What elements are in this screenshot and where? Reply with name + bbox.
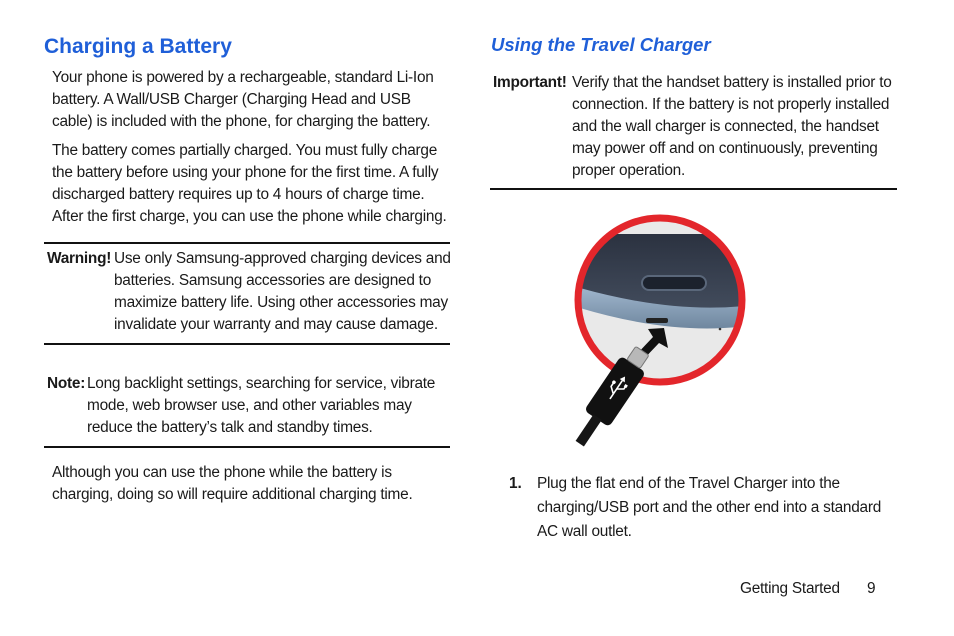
- speaker-grille: [642, 276, 706, 290]
- footer-page-number: 9: [867, 580, 876, 597]
- warning-text: Use only Samsung-approved charging devices and batteries. Samsung accessories are designed to maximize battery life. Using other accessories may invalidate your warranty and may cause damage.: [114, 250, 451, 333]
- usb-port: [646, 318, 668, 323]
- important-bottom-rule: [490, 188, 897, 190]
- warning-label: Warning!: [47, 250, 112, 267]
- step-text: Plug the flat end of the Travel Charger into the charging/USB port and the other end into a standard AC wall outlet.: [537, 475, 882, 540]
- section-title: Charging a Battery: [44, 35, 232, 58]
- closing-paragraph: Although you can use the phone while the battery is charging, doing so will require additional charging time.: [52, 464, 413, 503]
- footer-section-name: Getting Started: [740, 580, 840, 597]
- note-text: Long backlight settings, searching for service, vibrate mode, web browser use, and other variables may reduce the battery’s talk and standby times.: [87, 375, 436, 436]
- intro-paragraph: Your phone is powered by a rechargeable, standard Li-Ion battery. A Wall/USB Charger (Charging Head and USB cable) is included with the phone, for charging the battery.: [52, 69, 434, 130]
- important-callout: [493, 72, 898, 184]
- charger-illustration: [560, 212, 760, 472]
- charge-paragraph: The battery comes partially charged. You must fully charge the battery before using your phone for the first time. A fully discharged battery requires up to 4 hours of charge time. After the first charge, you can use the phone while charging.: [52, 142, 447, 225]
- note-callout: [47, 373, 447, 441]
- warning-bottom-rule: [44, 343, 450, 345]
- note-bottom-rule: [44, 446, 450, 448]
- warning-top-rule: [44, 242, 450, 244]
- important-text: Verify that the handset battery is installed prior to connection. If the battery is not properly installed and the wall charger is connected, the handset may power off and on continuously, preventing proper operation.: [572, 74, 892, 179]
- warning-callout: [47, 248, 452, 338]
- step-number: 1.: [509, 475, 522, 492]
- important-label: Important!: [493, 74, 567, 91]
- subsection-title: Using the Travel Charger: [491, 34, 711, 55]
- note-label: Note:: [47, 375, 86, 392]
